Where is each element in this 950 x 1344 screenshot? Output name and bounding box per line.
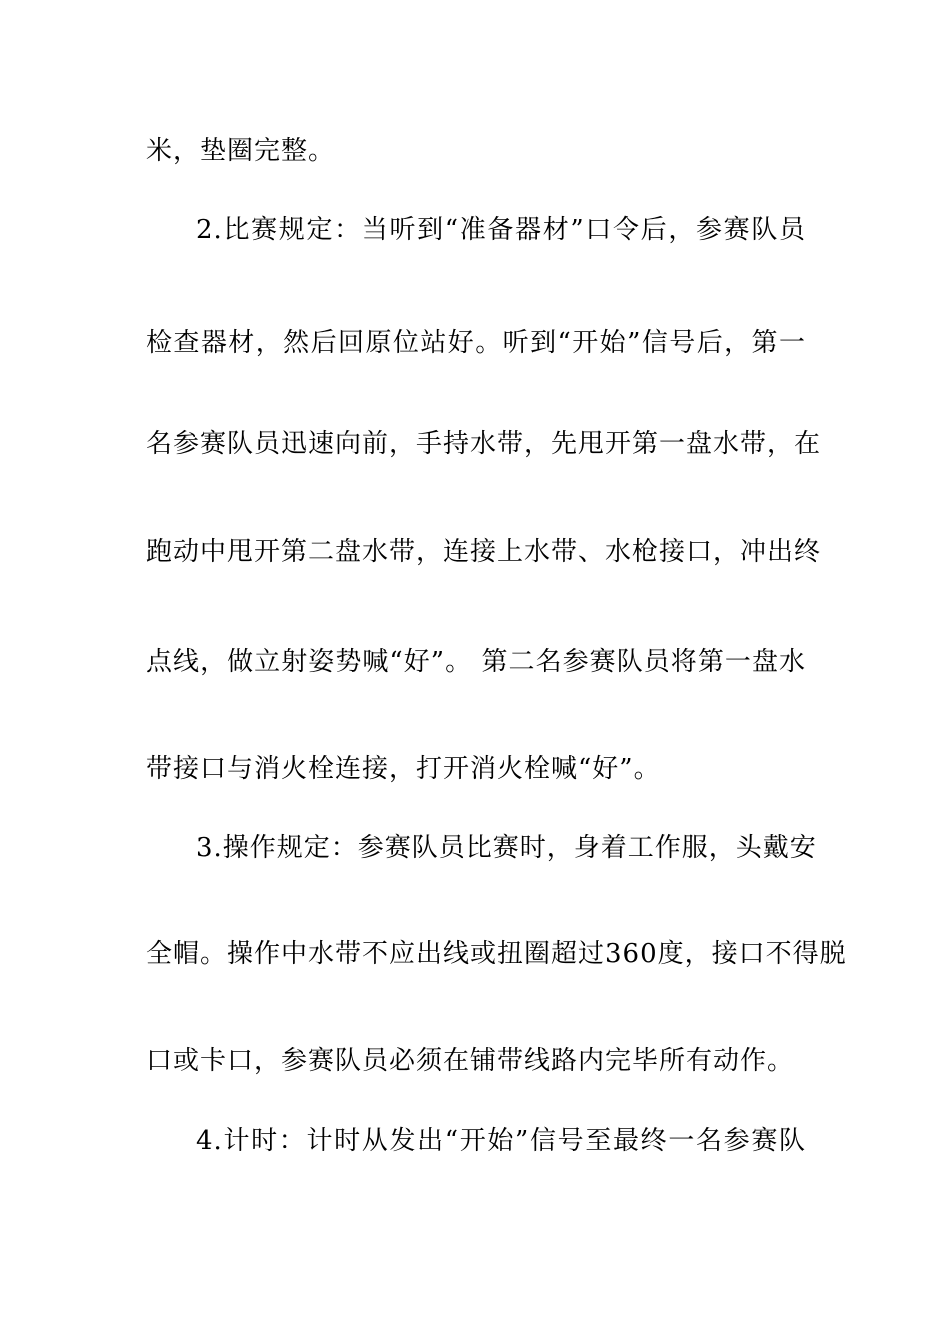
text-line-1: 米，垫圈完整。: [146, 136, 336, 166]
text-line-10: 口或卡口，参赛队员必须在铺带线路内完毕所有动作。: [146, 1046, 795, 1076]
text-line-11: 4.计时：计时从发出“开始”信号至最终一名参赛队: [196, 1126, 806, 1156]
text-line-9: 全帽。操作中水带不应出线或扭圈超过360度，接口不得脱: [146, 939, 847, 969]
text-line-2: 2.比赛规定：当听到“准备器材”口令后，参赛队员: [196, 215, 806, 245]
text-line-7: 带接口与消火栓连接，打开消火栓喊“好”。: [146, 754, 661, 784]
text-line-4: 名参赛队员迅速向前，手持水带，先甩开第一盘水带，在: [146, 429, 822, 459]
text-line-6: 点线，做立射姿势喊“好”。 第二名参赛队员将第一盘水: [146, 647, 806, 677]
text-line-8: 3.操作规定：参赛队员比赛时，身着工作服，头戴安: [196, 833, 817, 863]
text-line-3: 检查器材，然后回原位站好。听到“开始”信号后，第一: [146, 328, 806, 358]
text-line-5: 跑动中甩开第二盘水带，连接上水带、水枪接口，冲出终: [146, 537, 822, 567]
